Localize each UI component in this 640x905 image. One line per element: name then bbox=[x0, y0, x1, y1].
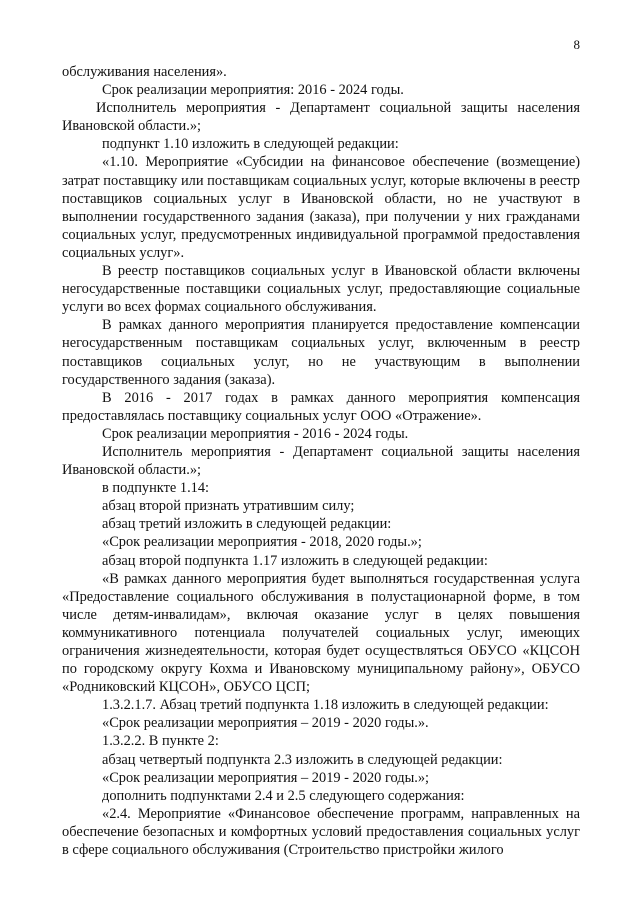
paragraph: подпункт 1.10 изложить в следующей редакции: bbox=[102, 136, 399, 153]
paragraph: «В рамках данного мероприятия будет выполняться государственная услуга «Предоставление социального обслуживания в полустационарной форме, в том числе детям-инвалидам», включая оказание услуг в целях повышения коммуникативного потенциала получателей социальных услуг, имеющих ограничения жизнедеятельности, которая будет осуществляться ОБУСО «КЦСОН по городскому округу Кохма и Ивановскому муниципальному району», ОБУСО «Родниковский КЦСОН», ОБУСО ЦСП; bbox=[62, 570, 580, 696]
paragraph: в подпункте 1.14: bbox=[102, 480, 210, 497]
paragraph: «1.10. Мероприятие «Субсидии на финансовое обеспечение (возмещение) затрат поставщику или поставщикам социальных услуг, которые включены в реестр поставщиков социальных услуг в Ивановской области, но не участвуют в выполнении государственного задания (заказа), при получении у них гражданами социальных услуг, предусмотренных индивидуальной программой предоставления социальных услуг». bbox=[62, 154, 580, 261]
document-body bbox=[62, 63, 580, 859]
paragraph: «Срок реализации мероприятия - 2018, 2020 годы.»; bbox=[102, 534, 422, 551]
paragraph: абзац второй признать утратившим силу; bbox=[102, 498, 355, 515]
paragraph: В реестр поставщиков социальных услуг в Ивановской области включены негосударственные поставщики социальных услуг, предоставляющие социальные услуги во всех формах социального обслуживания. bbox=[62, 263, 580, 316]
paragraph: 1.3.2.1.7. Абзац третий подпункта 1.18 изложить в следующей редакции: bbox=[102, 697, 549, 714]
page-number: 8 bbox=[573, 37, 580, 52]
paragraph: Исполнитель мероприятия - Департамент социальной защиты населения Ивановской области.»; bbox=[62, 100, 580, 135]
paragraph: «Срок реализации мероприятия – 2019 - 2020 годы.»; bbox=[102, 769, 430, 786]
paragraph: 1.3.2.2. В пункте 2: bbox=[102, 733, 219, 750]
paragraph: абзац третий изложить в следующей редакции: bbox=[102, 516, 392, 533]
paragraph: «Срок реализации мероприятия – 2019 - 2020 годы.». bbox=[102, 715, 429, 732]
paragraph: абзац второй подпункта 1.17 изложить в следующей редакции: bbox=[102, 552, 488, 569]
paragraph: «2.4. Мероприятие «Финансовое обеспечение программ, направленных на обеспечение безопасных и комфортных условий предоставления социальных услуг в сфере социального обслуживания (Строительство пристройки жилого bbox=[62, 805, 580, 859]
paragraph: В рамках данного мероприятия планируется предоставление компенсации негосударственным поставщикам социальных услуг, включенным в реестр поставщиков социальных услуг, но не участвующим в выполнении государственного задания (заказа). bbox=[62, 317, 580, 388]
paragraph: Срок реализации мероприятия: 2016 - 2024 годы. bbox=[102, 82, 404, 99]
paragraph: Исполнитель мероприятия - Департамент социальной защиты населения Ивановской области.»; bbox=[62, 443, 580, 479]
paragraph: обслуживания населения». bbox=[62, 64, 227, 80]
paragraph: В 2016 - 2017 годах в рамках данного мероприятия компенсация предоставлялась поставщику социальных услуг ООО «Отражение». bbox=[62, 389, 580, 424]
paragraph: Срок реализации мероприятия - 2016 - 2024 годы. bbox=[102, 425, 409, 442]
paragraph: абзац четвертый подпункта 2.3 изложить в следующей редакции: bbox=[102, 751, 503, 768]
paragraph: дополнить подпунктами 2.4 и 2.5 следующего содержания: bbox=[102, 787, 465, 804]
